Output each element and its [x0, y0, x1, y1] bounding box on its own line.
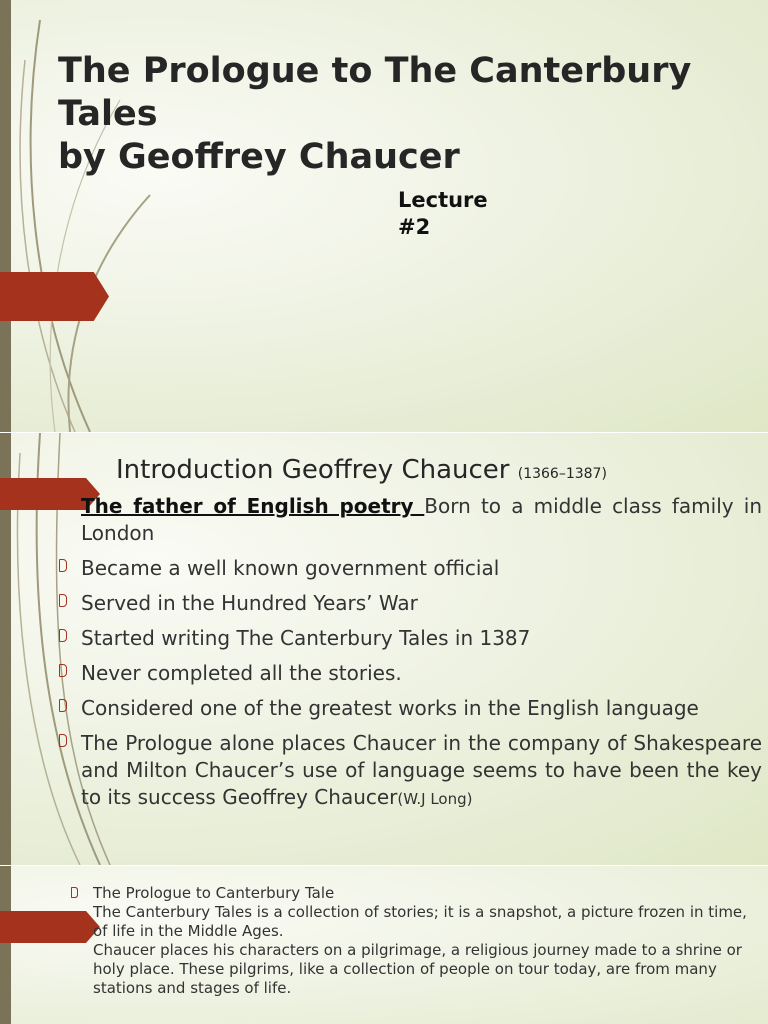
- bullet-text: The Prologue alone places Chaucer in the company of Shakespeare and Milton Chaucer’s use of language seems to have been the key to its success Geoffrey Chaucer: [81, 731, 762, 809]
- intro-heading-text: Introduction Geoffrey Chaucer: [116, 455, 510, 485]
- lecture-line-2: #2: [398, 215, 431, 239]
- list-item: [81, 555, 762, 582]
- prologue-content: [93, 884, 753, 998]
- list-item: [81, 625, 762, 652]
- bullet-text: Started writing The Canterbury Tales in 1387: [81, 626, 531, 650]
- bullet-icon: [59, 629, 67, 642]
- bullet-text: Never completed all the stories.: [81, 661, 402, 685]
- bullet-icon: [59, 734, 67, 747]
- bullet-text: Became a well known government official: [81, 556, 500, 580]
- bullet-text: Born to a middle class family in London: [81, 494, 762, 545]
- list-item: [93, 941, 753, 998]
- bullet-text: Served in the Hundred Years’ War: [81, 591, 418, 615]
- prologue-paragraph-1: The Canterbury Tales is a collection of stories; it is a snapshot, a picture frozen in time, of life in the Middle Ages.: [93, 903, 747, 940]
- bullet-citation: (W.J Long): [397, 790, 473, 808]
- prologue-heading-text: The Prologue to Canterbury Tale: [93, 884, 335, 902]
- list-item: [81, 660, 762, 687]
- list-item: [81, 695, 762, 722]
- accent-arrow: [0, 272, 109, 321]
- lecture-label: [398, 187, 488, 241]
- bullet-icon: [59, 594, 67, 607]
- bullet-icon: [59, 699, 67, 712]
- title-line-1: The Prologue to The Canterbury: [58, 51, 692, 91]
- left-sidebar-bar: [0, 866, 11, 1024]
- bullet-text: Considered one of the greatest works in the English language: [81, 696, 699, 720]
- intro-dates: (1366–1387): [517, 466, 607, 482]
- title-line-2: Tales: [58, 94, 158, 134]
- bullet-bold-text: The father of English poetry: [81, 494, 425, 518]
- page-title: [58, 50, 748, 179]
- list-item: [81, 590, 762, 617]
- bullet-icon: [59, 497, 67, 510]
- title-line-3: by Geoffrey Chaucer: [58, 137, 460, 177]
- bullet-list: [81, 493, 762, 821]
- list-item: [93, 903, 753, 941]
- lecture-line-1: Lecture: [398, 188, 488, 212]
- accent-arrow: [0, 911, 100, 943]
- prologue-paragraph-2: Chaucer places his characters on a pilgrimage, a religious journey made to a shrine or holy place. These pilgrims, like a collection of people on tour today, are from many stations and stages of life.: [93, 941, 742, 997]
- bullet-icon: [59, 664, 67, 677]
- bullet-icon: [71, 887, 78, 898]
- list-item: [81, 730, 762, 813]
- title-slide: [0, 0, 768, 432]
- list-item: [81, 493, 762, 547]
- bullet-icon: [59, 559, 67, 572]
- intro-heading: [116, 455, 607, 485]
- prologue-heading: [93, 884, 753, 903]
